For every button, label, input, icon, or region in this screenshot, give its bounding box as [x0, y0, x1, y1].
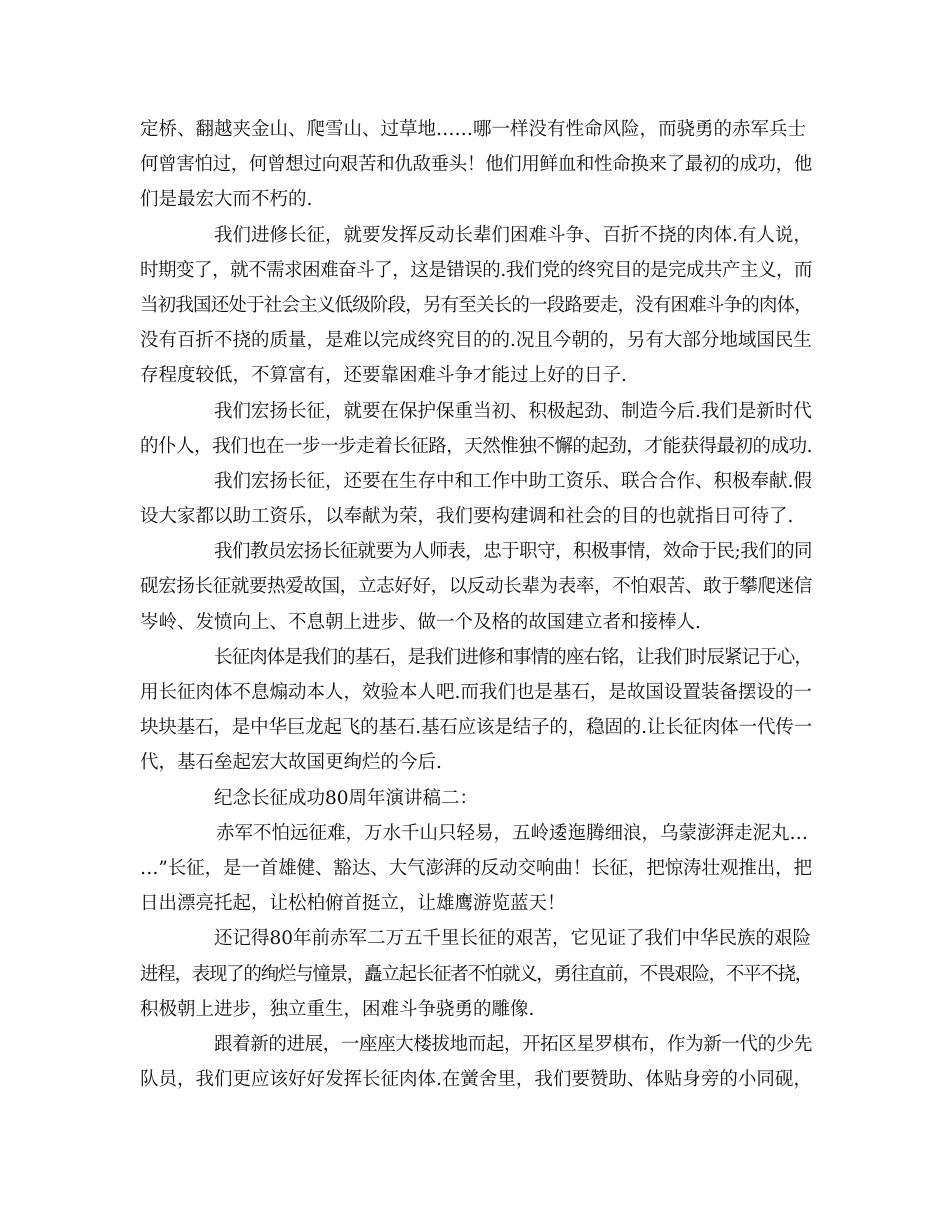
text-line: 队员，我们更应该好好发挥长征肉体.在黉舍里，我们要赞助、体贴身旁的小同砚，: [140, 1069, 812, 1091]
text-line: 日出漂亮托起，让松柏俯首挺立，让雄鹰游览蓝天！: [140, 893, 566, 915]
document-body: [140, 112, 812, 1097]
text-line: 我们宏扬长征，就要在保护保重当初、积极起劲、制造今后.我们是新时代: [214, 400, 812, 422]
text-line: 代，基石垒起宏大故国更绚烂的今后.: [140, 752, 442, 774]
text-line: 何曾害怕过，何曾想过向艰苦和仇敌垂头！他们用鲜血和性命换来了最初的成功，他: [140, 154, 812, 176]
text-line: 的仆人，我们也在一步一步走着长征路，天然惟独不懈的起劲，才能获得最初的成功.: [140, 435, 812, 457]
text-line: 我们教员宏扬长征就要为人师表，忠于职守，积极事情，效命于民;我们的同: [214, 541, 812, 563]
text-line: 设大家都以助工资乐，以奉献为荣，我们要构建调和社会的目的也就指日可待了.: [140, 506, 794, 528]
text-line: 定桥、翻越夹金山、爬雪山、过草地……哪一样没有性命风险，而骁勇的赤军兵士: [140, 119, 807, 140]
text-line: 存程度较低，不算富有，还要靠困难斗争才能过上好的日子.: [140, 365, 627, 387]
text-line: 时期变了，就不需求困难奋斗了，这是错误的.我们党的终究目的是完成共产主义，而: [140, 259, 812, 281]
text-line: 块块基石，是中华巨龙起飞的基石.基石应该是结子的，稳固的.让长征肉体一代传一: [140, 717, 812, 739]
text-line: 进程，表现了的绚烂与憧景，矗立起长征者不怕就义，勇往直前，不畏艰险，不平不挠，: [140, 963, 812, 985]
text-line: 纪念长征成功80周年演讲稿二：: [214, 787, 479, 809]
text-line: …”长征，是一首雄健、豁达、大气澎湃的反动交响曲！长征，把惊涛壮观推出，把: [140, 857, 812, 879]
text-line: 我们宏扬长征，还要在生存中和工作中助工资乐、联合合作、积极奉献.假: [214, 470, 812, 492]
text-line: 赤军不怕远征难，万水千山只轻易，五岭逶迤腾细浪，乌蒙澎湃走泥丸…: [216, 822, 809, 844]
text-line: 长征肉体是我们的基石，是我们进修和事情的座右铭，让我们时辰紧记于心，: [214, 646, 812, 668]
text-line: 还记得80年前赤军二万五千里长征的艰苦，它见证了我们中华民族的艰险: [214, 928, 812, 950]
text-line: 跟着新的进展，一座座大楼拔地而起，开拓区星罗棋布，作为新一代的少先: [214, 1033, 812, 1055]
text-line: 砚宏扬长征就要热爱故国，立志好好，以反动长辈为表率，不怕艰苦、敢于攀爬迷信: [140, 576, 812, 598]
text-line: 们是最宏大而不朽的.: [140, 189, 313, 211]
text-line: 积极朝上进步，独立重生，困难斗争骁勇的雕像.: [140, 998, 535, 1020]
text-line: 岑岭、发愤向上、不息朝上进步、做一个及格的故国建立者和接棒人.: [140, 611, 701, 633]
text-line: 当初我国还处于社会主义低级阶段，另有至关长的一段路要走，没有困难斗争的肉体，: [140, 294, 812, 316]
text-line: 没有百折不挠的质量，是难以完成终究目的的.况且今朝的，另有大部分地域国民生: [140, 330, 812, 352]
text-line: 我们进修长征，就要发挥反动长辈们困难斗争、百折不挠的肉体.有人说，: [214, 224, 812, 246]
text-line: 用长征肉体不息煽动本人，效验本人吧.而我们也是基石，是故国设置装备摆设的一: [140, 682, 812, 703]
